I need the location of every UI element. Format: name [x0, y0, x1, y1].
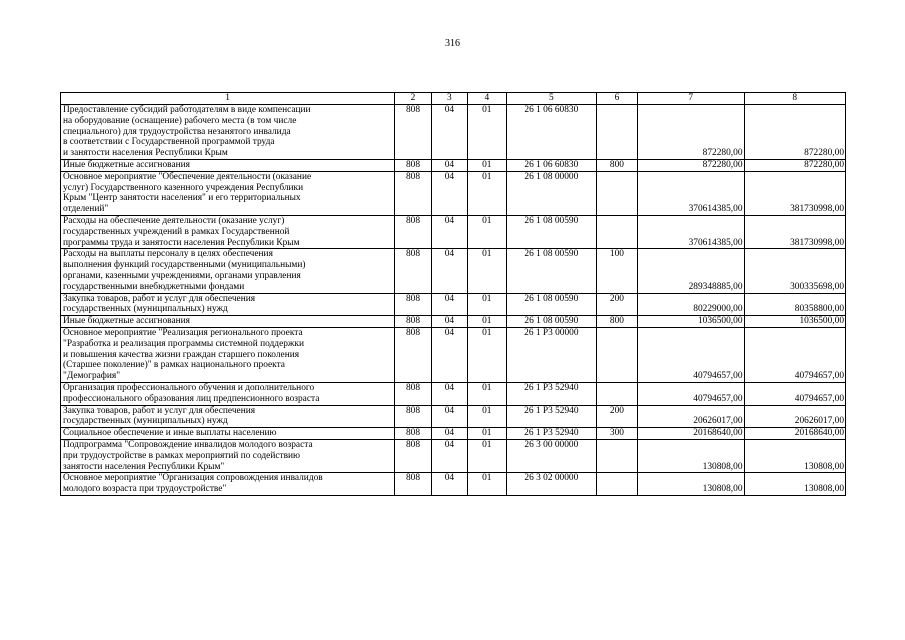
code-ministry: 808 [395, 215, 432, 248]
code-section: 04 [431, 439, 467, 472]
expense-type: 800 [596, 316, 637, 328]
table-row [61, 405, 846, 428]
amount-year-1: 872280,00 [637, 159, 744, 171]
code-subsection: 01 [467, 382, 506, 405]
amount-year-2: 130808,00 [744, 473, 846, 496]
code-ministry: 808 [395, 382, 432, 405]
row-description: Социальное обеспечение и иные выплаты населению [61, 428, 395, 440]
code-ministry: 808 [395, 327, 432, 382]
row-description: Иные бюджетные ассигнования [61, 316, 395, 328]
code-ministry: 808 [395, 249, 432, 293]
amount-year-1: 80229000,00 [637, 293, 744, 316]
amount-year-2: 20626017,00 [744, 405, 846, 428]
row-description: Предоставление субсидий работодателям в виде компенсации на оборудование (оснащение) рабочего места (в том числе специального) для трудоустройства незанятого инвалида в соответствии с Государственной программой труда и занятости населения Республики Крым [61, 105, 395, 160]
expense-type: 800 [596, 159, 637, 171]
code-subsection: 01 [467, 428, 506, 440]
code-section: 04 [431, 105, 467, 160]
expense-type: 200 [596, 405, 637, 428]
code-section: 04 [431, 171, 467, 215]
code-subsection: 01 [467, 171, 506, 215]
table-row [61, 171, 846, 215]
amount-year-1: 370614385,00 [637, 215, 744, 248]
target-article: 26 1 06 60830 [506, 105, 596, 160]
target-article: 26 1 P3 52940 [506, 405, 596, 428]
table-row [61, 316, 846, 328]
code-subsection: 01 [467, 159, 506, 171]
amount-year-1: 40794657,00 [637, 327, 744, 382]
row-description: Основное мероприятие "Реализация регионального проекта "Разработка и реализация программы системной поддержки и повышения качества жизни граждан старшего поколения (Старшее поколение)" в рамках национального проекта "Демография" [61, 327, 395, 382]
row-description: Расходы на выплаты персоналу в целях обеспечения выполнения функций государственными (муниципальными) органами, казенными учреждениями, органами управления государственными внебюджетными фондами [61, 249, 395, 293]
code-subsection: 01 [467, 473, 506, 496]
row-description: Основное мероприятие "Обеспечение деятельности (оказание услуг) Государственного казенного учреждения Республики Крым "Центр занятости населения" и его территориальных отделений" [61, 171, 395, 215]
row-description: Основное мероприятие "Организация сопровождения инвалидов молодого возраста при трудоустройстве" [61, 473, 395, 496]
table-body [61, 93, 846, 496]
column-header: 7 [637, 93, 744, 105]
expense-type [596, 105, 637, 160]
code-section: 04 [431, 293, 467, 316]
code-section: 04 [431, 473, 467, 496]
target-article: 26 3 02 00000 [506, 473, 596, 496]
table-row [61, 439, 846, 472]
target-article: 26 1 08 00590 [506, 215, 596, 248]
amount-year-2: 872280,00 [744, 159, 846, 171]
code-section: 04 [431, 215, 467, 248]
header-row [61, 93, 846, 105]
table-row [61, 327, 846, 382]
expense-type [596, 215, 637, 248]
code-ministry: 808 [395, 293, 432, 316]
table-row [61, 473, 846, 496]
table-row [61, 159, 846, 171]
page-number: 316 [445, 38, 460, 49]
amount-year-1: 1036500,00 [637, 316, 744, 328]
amount-year-1: 40794657,00 [637, 382, 744, 405]
target-article: 26 1 06 60830 [506, 159, 596, 171]
amount-year-2: 40794657,00 [744, 327, 846, 382]
code-subsection: 01 [467, 405, 506, 428]
amount-year-2: 872280,00 [744, 105, 846, 160]
table-row [61, 382, 846, 405]
table-row [61, 215, 846, 248]
expense-type [596, 439, 637, 472]
amount-year-2: 381730998,00 [744, 215, 846, 248]
amount-year-1: 289348885,00 [637, 249, 744, 293]
code-subsection: 01 [467, 327, 506, 382]
table-row [61, 293, 846, 316]
amount-year-1: 872280,00 [637, 105, 744, 160]
target-article: 26 1 08 00590 [506, 316, 596, 328]
code-ministry: 808 [395, 316, 432, 328]
expense-type [596, 327, 637, 382]
code-ministry: 808 [395, 428, 432, 440]
row-description: Закупка товаров, работ и услуг для обеспечения государственных (муниципальных) нужд [61, 405, 395, 428]
amount-year-2: 1036500,00 [744, 316, 846, 328]
amount-year-2: 130808,00 [744, 439, 846, 472]
row-description: Иные бюджетные ассигнования [61, 159, 395, 171]
table-row [61, 428, 846, 440]
code-ministry: 808 [395, 159, 432, 171]
row-description: Подпрограмма "Сопровождение инвалидов молодого возраста при трудоустройстве в рамках мероприятий по содействию занятости населения Республики Крым" [61, 439, 395, 472]
amount-year-2: 80358800,00 [744, 293, 846, 316]
target-article: 26 1 08 00000 [506, 171, 596, 215]
code-section: 04 [431, 428, 467, 440]
code-subsection: 01 [467, 249, 506, 293]
amount-year-2: 40794657,00 [744, 382, 846, 405]
code-section: 04 [431, 405, 467, 428]
expense-type: 100 [596, 249, 637, 293]
column-header: 6 [596, 93, 637, 105]
amount-year-1: 130808,00 [637, 439, 744, 472]
amount-year-2: 20168640,00 [744, 428, 846, 440]
code-ministry: 808 [395, 405, 432, 428]
target-article: 26 1 08 00590 [506, 249, 596, 293]
table-row [61, 105, 846, 160]
code-subsection: 01 [467, 293, 506, 316]
amount-year-1: 130808,00 [637, 473, 744, 496]
code-ministry: 808 [395, 105, 432, 160]
row-description: Расходы на обеспечение деятельности (оказание услуг) государственных учреждений в рамках Государственной программы труда и занятости населения Республики Крым [61, 215, 395, 248]
column-header: 8 [744, 93, 846, 105]
column-header: 3 [431, 93, 467, 105]
target-article: 26 1 P3 52940 [506, 428, 596, 440]
expense-type [596, 382, 637, 405]
code-subsection: 01 [467, 316, 506, 328]
expense-type: 300 [596, 428, 637, 440]
expense-type: 200 [596, 293, 637, 316]
amount-year-1: 370614385,00 [637, 171, 744, 215]
expense-type [596, 473, 637, 496]
code-section: 04 [431, 316, 467, 328]
code-ministry: 808 [395, 439, 432, 472]
code-section: 04 [431, 249, 467, 293]
code-subsection: 01 [467, 215, 506, 248]
table-row [61, 249, 846, 293]
column-header: 4 [467, 93, 506, 105]
expense-type [596, 171, 637, 215]
code-section: 04 [431, 159, 467, 171]
row-description: Организация профессионального обучения и дополнительного профессионального образования лиц предпенсионного возраста [61, 382, 395, 405]
budget-table [60, 92, 846, 496]
amount-year-2: 300335698,00 [744, 249, 846, 293]
column-header: 1 [61, 93, 395, 105]
target-article: 26 1 P3 00000 [506, 327, 596, 382]
code-subsection: 01 [467, 439, 506, 472]
row-description: Закупка товаров, работ и услуг для обеспечения государственных (муниципальных) нужд [61, 293, 395, 316]
amount-year-1: 20168640,00 [637, 428, 744, 440]
target-article: 26 3 00 00000 [506, 439, 596, 472]
code-ministry: 808 [395, 171, 432, 215]
code-section: 04 [431, 382, 467, 405]
amount-year-2: 381730998,00 [744, 171, 846, 215]
code-subsection: 01 [467, 105, 506, 160]
target-article: 26 1 P3 52940 [506, 382, 596, 405]
column-header: 5 [506, 93, 596, 105]
target-article: 26 1 08 00590 [506, 293, 596, 316]
code-section: 04 [431, 327, 467, 382]
column-header: 2 [395, 93, 432, 105]
amount-year-1: 20626017,00 [637, 405, 744, 428]
code-ministry: 808 [395, 473, 432, 496]
